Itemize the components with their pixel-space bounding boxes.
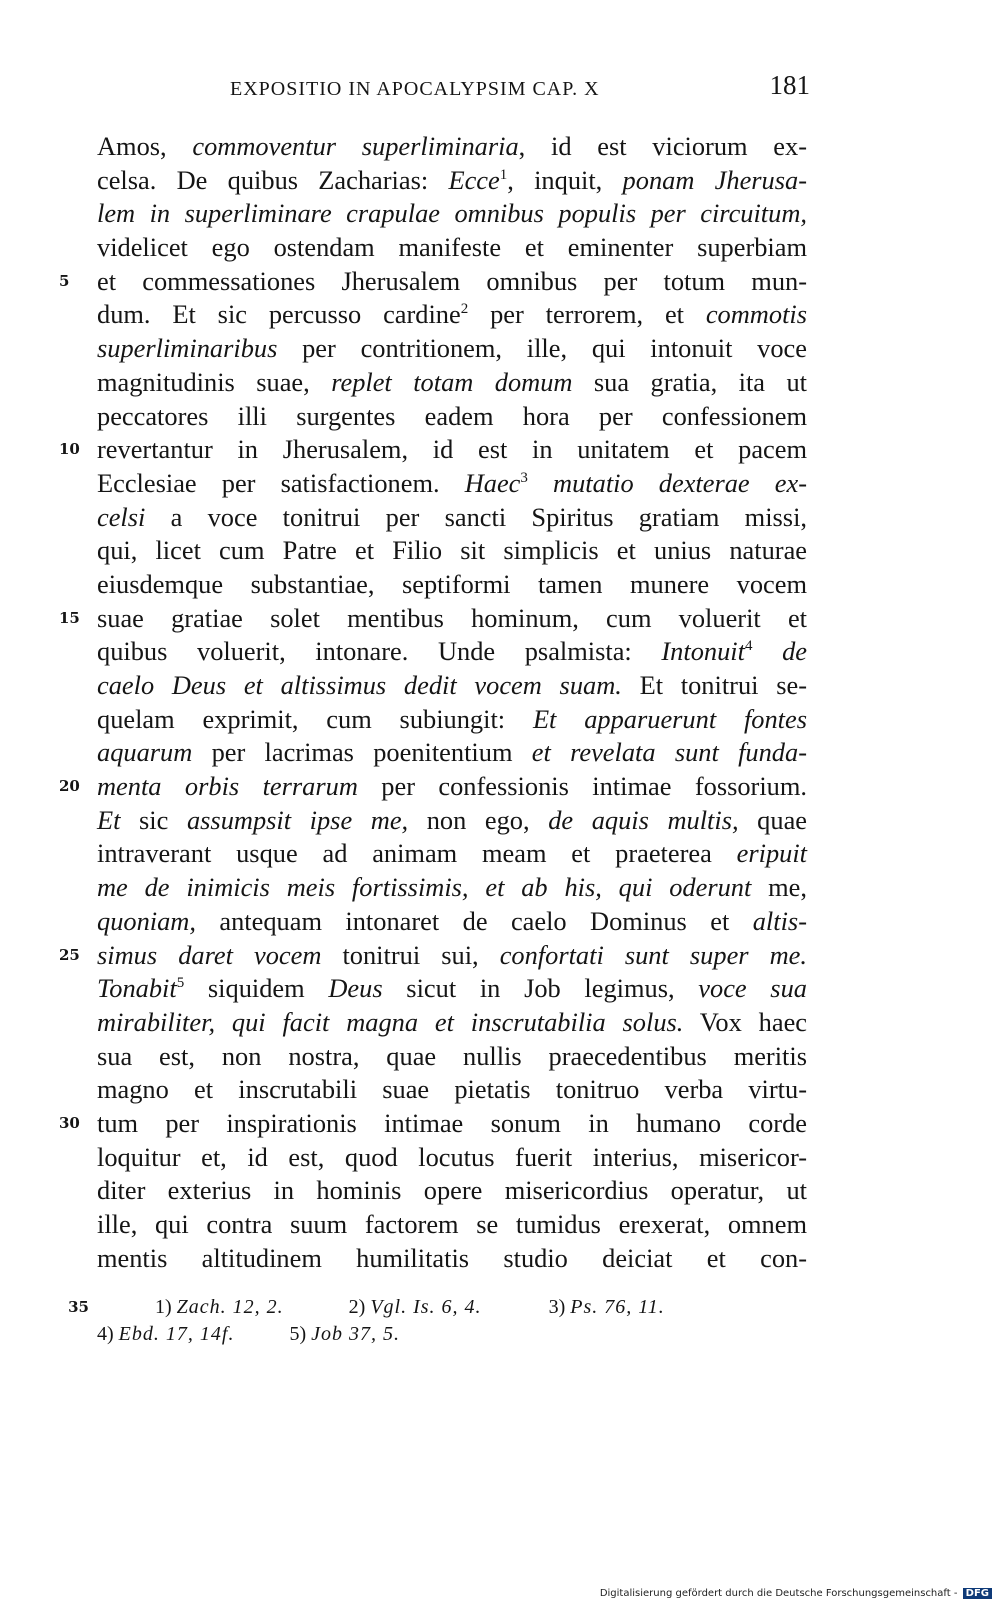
text-run: a voce tonitrui per sancti Spiritus gratiam missi, [145,501,807,532]
text-run: per confessionis intimae fossorium. [357,771,807,802]
text-line [97,501,807,535]
text-line [97,568,807,602]
text-run: quibus voluerit, intonare. Unde psalmista: [97,636,662,667]
text-run: me, [751,872,807,903]
text-line [97,837,807,871]
text-line [59,939,807,973]
footnote-marker: 4 [744,638,753,655]
text-line [97,366,807,400]
text-run: antequam intonaret de caelo Dominus et [195,905,753,936]
line-number: 5 [59,271,70,290]
line-number: 15 [59,608,80,627]
text-run: tum per inspirationis intimae sonum in humano corde [97,1107,807,1138]
text-run: intraverant usque ad animam meam et praeterea [97,838,737,869]
footnote-number: 4) [97,1323,114,1345]
footnote-number: 2) [348,1296,366,1318]
text-line [97,669,807,703]
italic-text: commoventur superliminaria [192,131,519,161]
text-line [97,1006,807,1040]
footnote-reference: Job 37, 5. [311,1323,401,1345]
text-line [97,164,807,198]
text-line [97,400,807,434]
footnote-reference: Ps. 76, 11. [570,1296,665,1318]
line-number: 25 [59,945,80,964]
italic-text: simus daret vocem [97,939,322,970]
line-number: 20 [59,777,80,796]
digitization-credit [600,1588,992,1599]
text-line [97,1208,807,1242]
text-run: suae gratiae solet mentibus hominum, cum voluerit et [97,602,807,633]
italic-text: voce sua [698,973,807,1004]
text-line [97,1073,807,1107]
text-run: sua est, non nostra, quae nullis praecedentibus meritis [97,1040,807,1071]
footnote-marker: 1 [499,166,508,183]
footnote-marker: 3 [520,470,528,487]
italic-text: menta orbis terrarum [97,771,358,802]
italic-text: Ecce [448,164,500,195]
text-run [528,468,553,498]
footnotes [68,1294,807,1348]
footnote-reference: Ebd. 17, 14f. [118,1323,235,1345]
italic-text: me de inimicis meis fortissimis, et ab his, qui oderunt [97,872,752,903]
text-run: diter exterius in hominis opere misericordius operatur, ut [97,1175,807,1206]
text-run: Amos, [97,131,193,161]
page-number: 181 [769,70,810,100]
footnote [349,1294,482,1321]
text-line [97,130,807,164]
text-line [97,635,807,669]
italic-text: assumpsit ipse me, [186,804,409,835]
credit-text: Digitalisierung gefördert durch die Deutsche Forschungsgemeinschaft - [599,1588,958,1599]
italic-text: de aquis multis, [548,804,739,835]
text-line [97,197,807,231]
italic-text: commotis [705,299,807,330]
text-run: ille, qui contra suum factorem se tumidus erexerat, omnem [97,1209,807,1239]
line-number: 10 [59,440,80,459]
text-run: per contritionem, ille, qui intonuit voce [277,333,807,364]
line-number: 35 [68,1298,89,1316]
footnote-reference: Zach. 12, 2. [176,1296,284,1318]
text-run: per terrorem, et [468,299,706,330]
text-run: tonitrui sui, [321,939,500,970]
text-run: sic [120,804,187,835]
text-run: celsa. De quibus Zacharias: [97,164,449,195]
text-run: Et tonitrui se- [621,670,807,700]
text-line [97,1141,807,1175]
italic-text: Et [97,804,121,835]
footnote-reference: Vgl. Is. 6, 4. [370,1296,482,1318]
italic-text: lem in superliminare crapulae omnibus populis per circuitum, [97,198,807,229]
footnote [289,1321,400,1348]
italic-text: Et apparuerunt fontes [532,703,807,734]
running-title: EXPOSITIO IN APOCALYPSIM CAP. X [230,78,600,100]
italic-text: Tonabit [97,973,177,1004]
text-run: siquidem [184,973,329,1004]
text-line [97,804,807,838]
text-line [97,1242,807,1276]
text-line [59,770,807,804]
text-run: Ecclesiae per satisfactionem. [97,467,465,498]
text-run: dum. Et sic percusso cardine [97,299,461,330]
italic-text: eripuit [736,838,807,869]
text-run: non ego, [408,804,549,835]
footnote [97,1321,234,1348]
text-run: revertantur in Jherusalem, id est in unitatem et pacem [97,434,807,465]
italic-text: caelo Deus et altissimus dedit vocem suam. [97,670,622,700]
italic-text: Deus [328,973,383,1004]
italic-text: confortati sunt super me. [499,939,807,970]
page-header [230,70,810,110]
footnote [155,1294,284,1321]
text-line [59,265,807,299]
text-line [97,1174,807,1208]
italic-text: aquarum [97,737,193,768]
text-line [97,467,807,501]
italic-text: de [782,636,807,667]
text-line [97,703,807,737]
text-run: magnitudinis suae, [97,366,332,397]
text-run: sicut in Job legimus, [382,973,699,1004]
italic-text: Haec [464,467,521,498]
italic-text: mutatio dexterae ex- [553,467,807,498]
text-run: per lacrimas poenitentium [192,737,532,768]
text-run: sua gratia, ita ut [572,366,807,397]
text-run: loquitur et, id est, quod locutus fuerit interius, misericor- [97,1141,807,1172]
text-line [97,332,807,366]
italic-text: altis- [752,905,807,936]
italic-text: Intonuit [661,636,745,667]
text-run: , inquit, [507,164,623,195]
italic-text: et revelata sunt funda- [531,737,807,768]
text-line [97,298,807,332]
footnote-row [97,1321,807,1348]
text-run: quae [738,804,807,835]
text-line [97,871,807,905]
text-run: peccatores illi surgentes eadem hora per confessionem [97,400,807,431]
text-line [59,1107,807,1141]
italic-text: ponam Jherusa- [622,164,807,195]
dfg-logo: DFG [963,1588,992,1599]
text-line [97,905,807,939]
italic-text: superliminaribus [97,333,278,364]
text-run: qui, licet cum Patre et Filio sit simplicis et unius naturae [97,535,807,566]
italic-text: mirabiliter, qui facit magna et inscrutabilia solus. [97,1006,684,1037]
text-line [59,433,807,467]
text-line [97,1040,807,1074]
italic-text: replet totam domum [331,366,573,397]
text-run: eiusdemque substantiae, septiformi tamen munere vocem [97,568,807,599]
text-run: magno et inscrutabili suae pietatis tonitruo verba virtu- [97,1074,807,1105]
text-line [97,972,807,1006]
footnote [549,1294,665,1321]
text-run: et commessationes Jherusalem omnibus per totum mun- [97,265,807,296]
text-run: mentis altitudinem humilitatis studio deiciat et con- [97,1242,807,1273]
text-line [59,602,807,636]
text-run [752,636,782,666]
text-line [97,736,807,770]
text-run: , id est viciorum ex- [518,131,807,161]
line-number: 30 [59,1113,80,1132]
italic-text: quoniam, [97,905,196,936]
text-run: videlicet ego ostendam manifeste et eminenter superbiam [97,232,807,263]
footnote-number: 3) [548,1296,566,1318]
text-run: Vox haec [683,1006,807,1037]
footnote-row [68,1294,807,1321]
body-text [59,130,807,1275]
footnote-marker: 2 [460,301,469,318]
text-line [97,534,807,568]
footnote-marker: 5 [176,975,185,992]
text-run: quelam exprimit, cum subiungit: [97,703,533,734]
text-line [97,231,807,265]
footnote-number: 1) [155,1296,172,1318]
italic-text: celsi [97,501,146,532]
footnote-number: 5) [289,1323,307,1345]
